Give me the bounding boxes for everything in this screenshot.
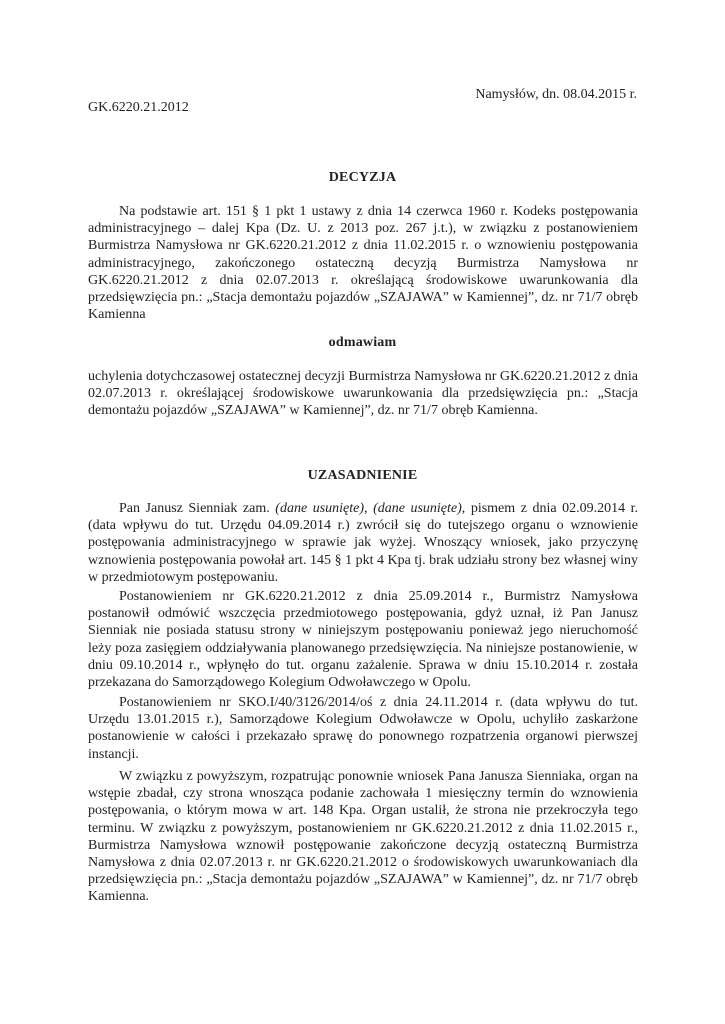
case-reference: GK.6220.21.2012	[88, 100, 189, 115]
place-and-date: Namysłów, dn. 08.04.2015 r.	[475, 87, 637, 102]
p1-separator: ,	[364, 501, 374, 516]
redacted-data-1: (dane usunięte)	[275, 501, 365, 516]
verdict-heading: odmawiam	[328, 335, 397, 350]
verdict-paragraph: uchylenia dotychczasowej ostatecznej decyzji Burmistrza Namysłowa nr GK.6220.21.2012 z dnia 02.07.2013 r. określającej środowiskowe uwarunkowania dla przedsięwzięcia pn.: „Stacja demontażu pojazdów „SZAJAWA” w Kamiennej”, dz. nr 71/7 obręb Kamienna.	[88, 369, 638, 419]
justification-paragraph-1	[88, 500, 638, 586]
decision-intro-paragraph: Na podstawie art. 151 § 1 pkt 1 ustawy z dnia 14 czerwca 1960 r. Kodeks postępowania administracyjnego – dalej Kpa (Dz. U. z 2013 poz. 267 j.t.), w związku z postanowieniem Burmistrza Namysłowa nr GK.6220.21.2012 z dnia 11.02.2015 r. o wznowieniu postępowania administracyjnego, zakończonego ostateczną decyzją Burmistrza Namysłowa nr GK.6220.21.2012 z dnia 02.07.2013 r. określającą środowiskowe uwarunkowania dla przedsięwzięcia pn.: „Stacja demontażu pojazdów „SZAJAWA” w Kamiennej”, dz. nr 71/7 obręb Kamienna	[88, 204, 638, 323]
p1-text-a: Pan Janusz Sienniak zam.	[119, 501, 276, 516]
justification-paragraph-3: Postanowieniem nr SKO.I/40/3126/2014/oś z dnia 24.11.2014 r. (data wpływu do tut. Urzędu 13.01.2015 r.), Samorządowe Kolegium Odwoławcze w Opolu, uchyliło zaskarżone postanowienie w całości i przekazało sprawę do ponownego rozpatrzenia organowi pierwszej instancji.	[88, 695, 638, 762]
justification-title: UZASADNIENIE	[307, 468, 418, 483]
decision-title: DECYZJA	[328, 170, 397, 185]
justification-paragraph-4: W związku z powyższym, rozpatrując ponownie wniosek Pana Janusza Sienniaka, organ na wstępie zbadał, czy strona wnosząca podanie zachowała 1 miesięczny termin do wznowienia postępowania, o którym mowa w art. 148 Kpa. Organ ustalił, że strona nie przekroczyła tego terminu. W związku z powyższym, postanowieniem nr GK.6220.21.2012 z dnia 11.02.2015 r., Burmistrza Namysłowa wznowił postępowanie zakończone decyzją ostateczną Burmistrza Namysłowa z dnia 02.07.2013 r. nr GK.6220.21.2012 o środowiskowych uwarunkowaniach dla przedsięwzięcia pn.: „Stacja demontażu pojazdów „SZAJAWA” w Kamiennej”, dz. nr 71/7 obręb Kamienna.	[88, 769, 638, 905]
justification-paragraph-2: Postanowieniem nr GK.6220.21.2012 z dnia 25.09.2014 r., Burmistrz Namysłowa postanowił odmówić wszczęcia przedmiotowego postępowania, gdyż uznał, iż Pan Janusz Sienniak nie posiada statusu strony w niniejszym postępowaniu ponieważ jego nieruchomość leży poza zasięgiem oddziaływania planowanego przedsięwzięcia. Na niniejsze postanowienie, w dniu 09.10.2014 r., wpłynęło do tut. organu zażalenie. Sprawa w dniu 15.10.2014 r. została przekazana do Samorządowego Kolegium Odwoławczego w Opolu.	[88, 589, 638, 691]
redacted-data-2: (dane usunięte)	[373, 501, 462, 516]
p1-text-b: , pismem z dnia 02.09.2014 r. (data wpływu do tut. Urzędu 04.09.2014 r.) zwrócił się do tutejszego organu o wznowienie postępowania administracyjnego w sprawie jak wyżej. Wnoszący wniosek, jako przyczynę wznowienia postępowania powołał art. 145 § 1 pkt 4 Kpa tj. brak udziału strony bez własnej winy w przedmiotowym postępowaniu.	[88, 501, 639, 585]
